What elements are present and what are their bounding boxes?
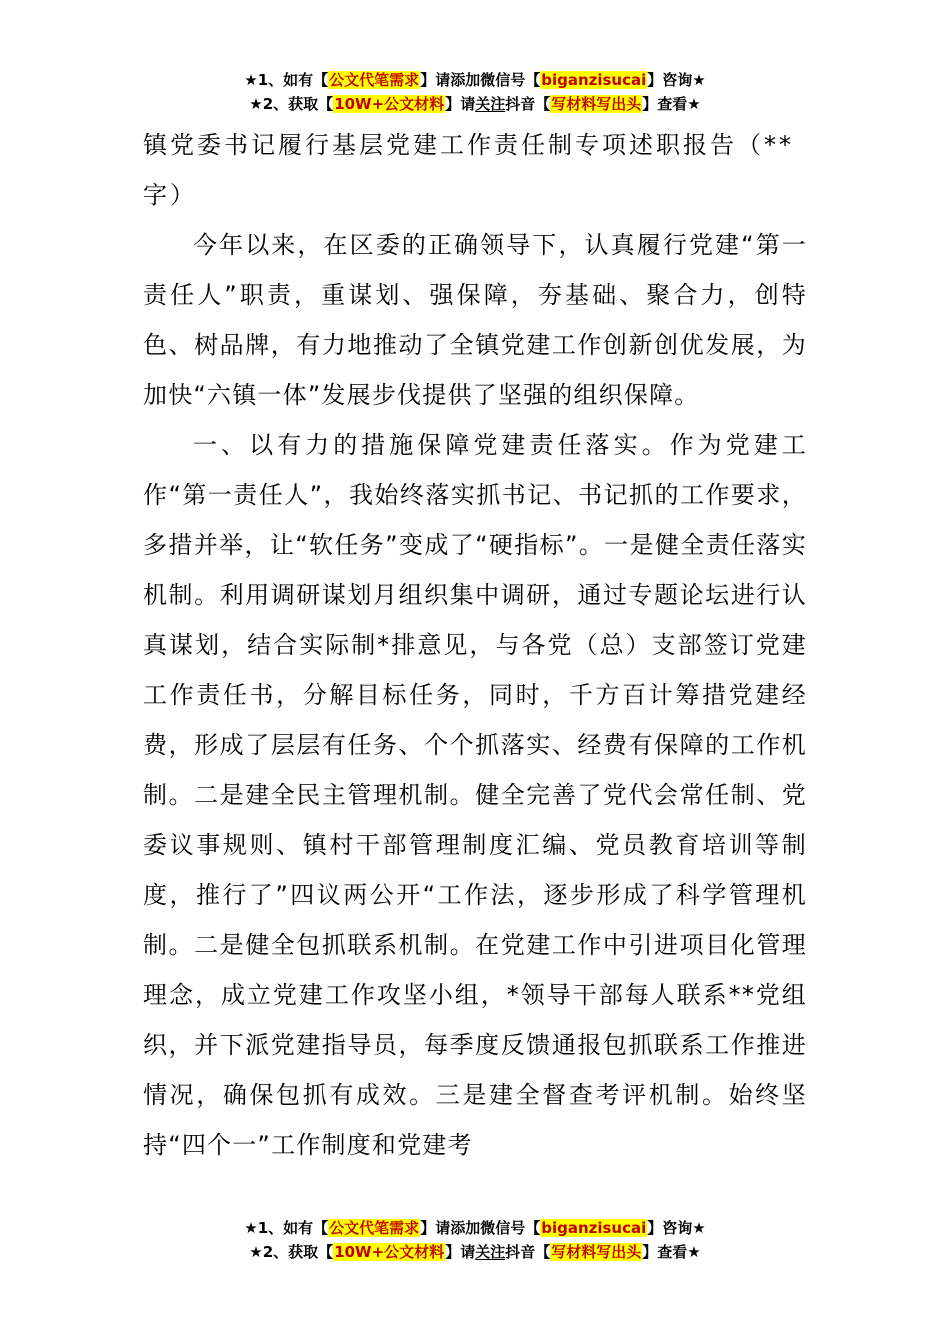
promo-text: 抖音【 <box>505 1243 551 1261</box>
highlight-materials: 10W+公文材料 <box>334 95 445 113</box>
promo-line-1 <box>0 1216 950 1240</box>
promo-text: 】查看★ <box>642 1243 701 1261</box>
promo-text: ★2、获取【 <box>249 95 334 113</box>
promo-text: ★2、获取【 <box>249 1243 334 1261</box>
highlight-wechat-id: biganzisucai <box>541 71 647 89</box>
highlight-writing-service: 公文代笔需求 <box>329 1219 420 1237</box>
promo-text: 】咨询★ <box>647 1219 706 1237</box>
promo-line-1 <box>0 68 950 92</box>
document-title: 镇党委书记履行基层党建工作责任制专项述职报告（**字） <box>143 131 794 209</box>
paragraph-intro: 今年以来，在区委的正确领导下，认真履行党建“第一责任人”职责，重谋划、强保障，夯基础、聚合力，创特色、树品牌，有力地推动了全镇党建工作创新创优发展，为加快“六镇一体”发展步伐提供了坚强的组织保障。 <box>143 231 807 409</box>
highlight-account-name: 写材料写出头 <box>551 95 642 113</box>
promo-text: 抖音【 <box>505 95 551 113</box>
promo-text: ★1、如有【 <box>244 71 329 89</box>
document-body <box>143 120 807 1170</box>
promo-text: 】请 <box>445 1243 476 1261</box>
paragraph-section-1: 一、以有力的措施保障党建责任落实。作为党建工作“第一责任人”，我始终落实抓书记、书记抓的工作要求，多措并举，让“软任务”变成了“硬指标”。一是健全责任落实机制。利用调研谋划月组织集中调研，通过专题论坛进行认真谋划，结合实际制*排意见，与各党（总）支部签订党建工作责任书，分解目标任务，同时，千方百计筹措党建经费，形成了层层有任务、个个抓落实、经费有保障的工作机制。二是建全民主管理机制。健全完善了党代会常任制、党委议事规则、镇村干部管理制度汇编、党员教育培训等制度，推行了”四议两公开“工作法，逐步形成了科学管理机制。二是健全包抓联系机制。在党建工作中引进项目化管理理念，成立党建工作攻坚小组，*领导干部每人联系**党组织，并下派党建指导员，每季度反馈通报包抓联系工作推进情况，确保包抓有成效。三是建全督查考评机制。始终坚持“四个一”工作制度和党建考 <box>143 431 807 1159</box>
highlight-materials: 10W+公文材料 <box>334 1243 445 1261</box>
promo-text: 】请 <box>445 95 476 113</box>
promo-footer <box>0 1216 950 1264</box>
highlight-wechat-id: biganzisucai <box>541 1219 647 1237</box>
promo-text: 】请添加微信号【 <box>420 1219 541 1237</box>
highlight-account-name: 写材料写出头 <box>551 1243 642 1261</box>
highlight-writing-service: 公文代笔需求 <box>329 71 420 89</box>
promo-line-2 <box>0 92 950 116</box>
promo-line-2 <box>0 1240 950 1264</box>
promo-text: 】咨询★ <box>647 71 706 89</box>
underlined-follow: 关注 <box>475 95 506 113</box>
promo-text: 】查看★ <box>642 95 701 113</box>
promo-header <box>0 68 950 116</box>
promo-text: ★1、如有【 <box>244 1219 329 1237</box>
underlined-follow: 关注 <box>475 1243 506 1261</box>
promo-text: 】请添加微信号【 <box>420 71 541 89</box>
